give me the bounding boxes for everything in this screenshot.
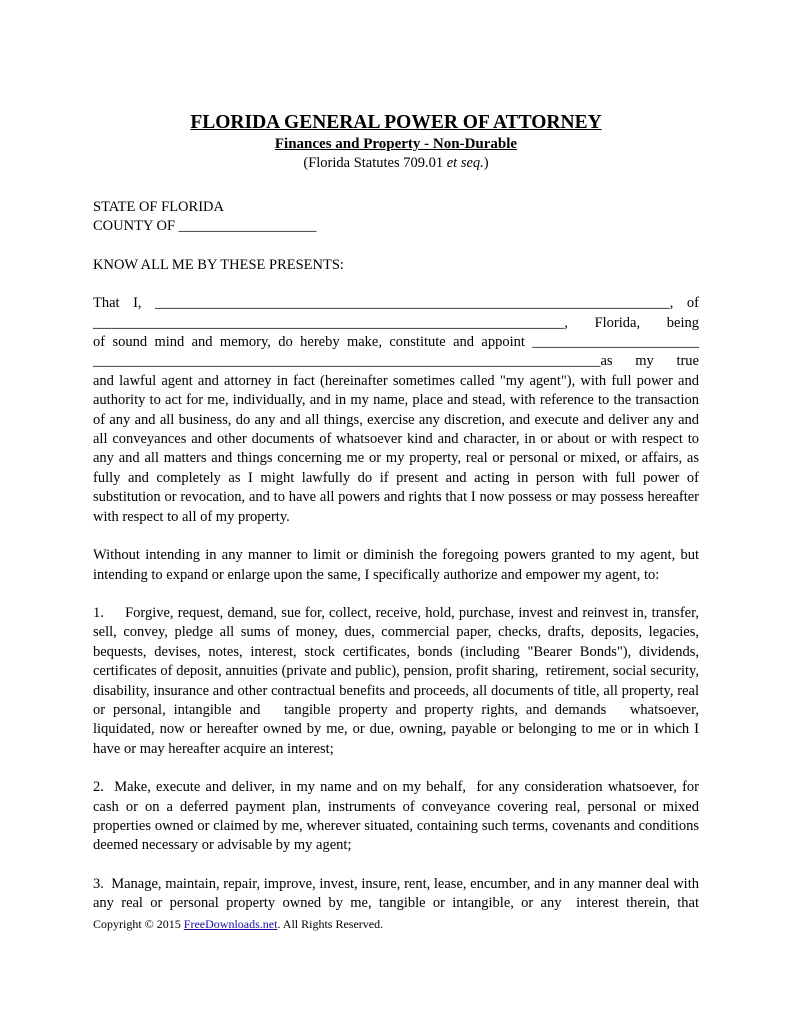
venue-block	[93, 198, 699, 237]
document-subtitle: Finances and Property - Non-Durable	[274, 136, 518, 152]
authorize-paragraph: Without intending in any manner to limit or diminish the foregoing powers granted to my agent, but intending to expand or enlarge upon the same, I specifically authorize and empower my agent, to:	[93, 547, 699, 583]
statute-suffix: )	[483, 155, 489, 171]
grant-line-residence: _________________________________________________________________, Florida, being	[93, 314, 699, 331]
statute-reference	[93, 154, 699, 173]
grant-line-appoint: of sound mind and memory, do hereby make, constitute and appoint _______________________	[93, 334, 699, 351]
freedownloads-link[interactable]: FreeDownloads.net	[183, 917, 278, 931]
grant-line-principal: That I, _______________________________________________________________________, of	[93, 295, 699, 312]
intro-heading: KNOW ALL ME BY THESE PRESENTS:	[93, 256, 344, 273]
grant-paragraph	[93, 294, 699, 527]
copyright-prefix: Copyright © 2015	[93, 917, 184, 931]
grant-line-agent: ______________________________________________________________________as my true	[93, 353, 699, 370]
document-body	[93, 111, 707, 914]
document-title: FLORIDA GENERAL POWER OF ATTORNEY	[190, 112, 602, 133]
statute-prefix: (Florida Statutes 709.01	[303, 155, 447, 171]
grant-body: and lawful agent and attorney in fact (hereinafter sometimes called "my agent"), with full power and authority to act for me, individually, and in my name, place and stead, with reference to the transaction of any and all business, do any and all things, exercise any discretion, and execute and deliver any and all conveyances and other documents of whatsoever kind and character, in or about or with respect to any and all matters and things concerning me or my property, real or personal or mixed, or affairs, as fully and completely as I might lawfully do if present and acting in person with full power of substitution or revocation, and to have all powers and rights that I now possess or may possess hereafter with respect to all of my property.	[93, 372, 699, 525]
venue-state: STATE OF FLORIDA	[93, 199, 224, 215]
power-item-2: 2. Make, execute and deliver, in my name and on my behalf, for any consideration whatsoever, for cash or on a deferred payment plan, instruments of conveyance covering real, personal or mixed properties owned or claimed by me, wherever situated, containing such terms, covenants and conditions deemed necessary or advisable by my agent;	[93, 779, 703, 854]
statute-italic: et seq.	[446, 155, 484, 171]
copyright-suffix: . All Rights Reserved.	[277, 917, 384, 931]
power-item-1: 1. Forgive, request, demand, sue for, collect, receive, hold, purchase, invest and reinvest in, transfer, sell, convey, pledge all sums of money, dues, commercial paper, checks, drafts, deposits, legacies, bequests, devises, notes, interest, stock certificates, bonds (including "Bearer Bonds"), dividends, certificates of deposit, annuities (private and public), pension, profit sharing, retirement, social security, disability, insurance and other contractual benefits and proceeds, all documents of title, all property, real or personal, intangible and tangible property and property rights, and demands whatsoever, liquidated, now or hereafter owned by me, or due, owning, payable or belonging to me or in which I have or may hereafter acquire an interest;	[93, 604, 707, 757]
power-item-3: 3. Manage, maintain, repair, improve, invest, insure, rent, lease, encumber, and in any manner deal with any real or personal property owned by me, tangible or intangible, or any interest therein, that	[93, 875, 703, 912]
copyright-footer	[93, 917, 383, 931]
venue-county: COUNTY OF ___________________	[93, 218, 317, 235]
